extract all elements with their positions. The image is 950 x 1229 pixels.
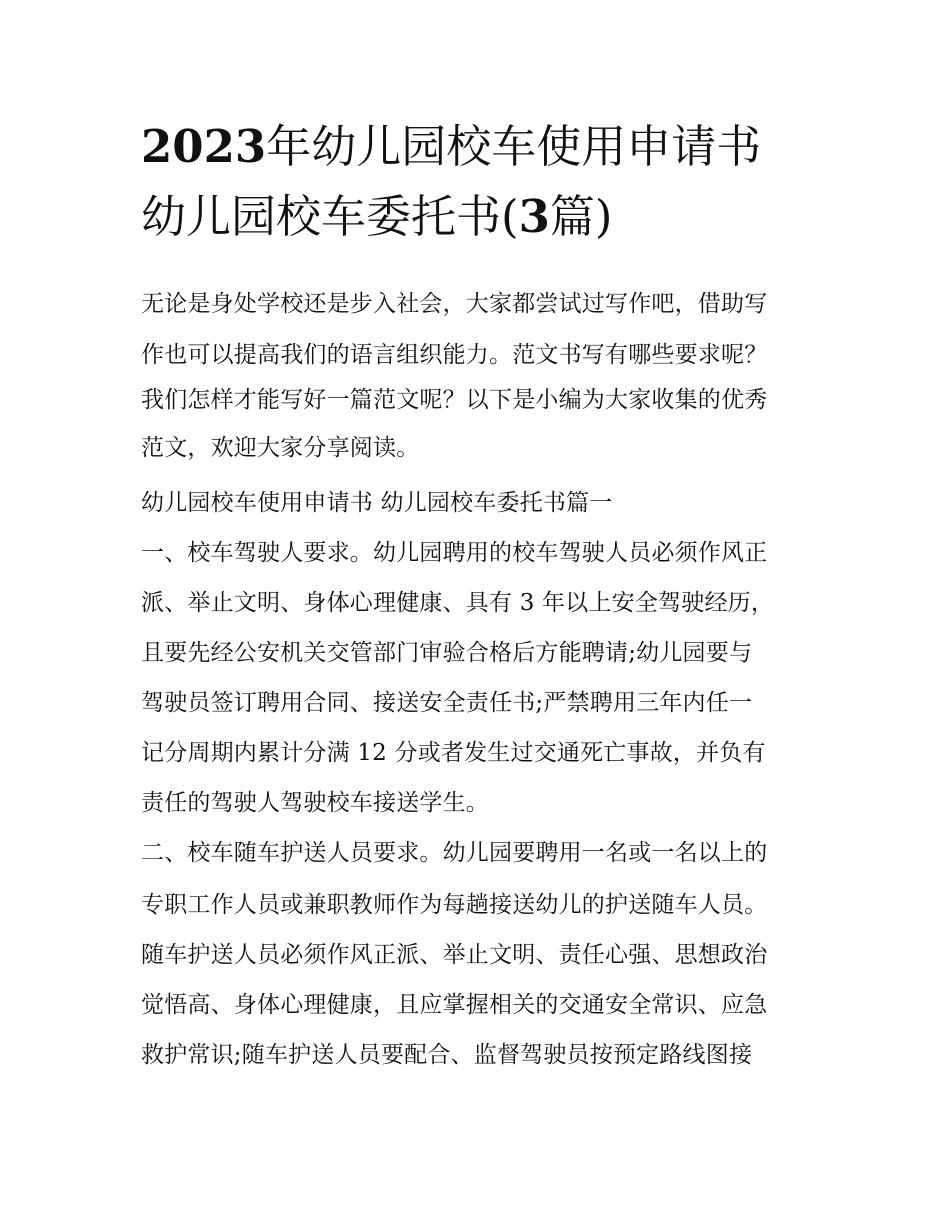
body-line: 二、校车随车护送人员要求。幼儿园要聘用一名或一名以上的 (141, 840, 768, 866)
title-line-2-end: 篇) (549, 190, 613, 243)
body-line: 我们怎样才能写好一篇范文呢？以下是小编为大家收集的优秀 (141, 387, 768, 413)
title-line-1 (141, 112, 813, 182)
title-year: 2023 (141, 120, 267, 173)
body-line: 作也可以提高我们的语言组织能力。范文书写有哪些要求呢？ (141, 342, 768, 368)
body-line: 责任的驾驶人驾驶校车接送学生。 (141, 790, 489, 816)
body-line: 救护常识;随车护送人员要配合、监督驾驶员按预定路线图接 (141, 1042, 753, 1068)
body-line: 范文，欢迎大家分享阅读。 (141, 435, 420, 461)
body-line: 驾驶员签订聘用合同、接送安全责任书;严禁聘用三年内任一 (141, 690, 753, 716)
title-line-2-text: 幼儿园校车委托书( (141, 190, 519, 243)
body-line: 无论是身处学校还是步入社会，大家都尝试过写作吧，借助写 (141, 291, 768, 317)
body-line: 记分周期内累计分满 12 分或者发生过交通死亡事故，并负有 (141, 740, 766, 766)
section-heading: 幼儿园校车使用申请书 幼儿园校车委托书篇一 (141, 490, 613, 516)
document-title (141, 112, 813, 252)
title-count: 3 (518, 190, 550, 243)
body-line: 随车护送人员必须作风正派、举止文明、责任心强、思想政治 (141, 942, 768, 968)
body-line: 派、举止文明、身体心理健康、具有 3 年以上安全驾驶经历， (141, 590, 775, 616)
body-line: 一、校车驾驶人要求。幼儿园聘用的校车驾驶人员必须作风正 (141, 540, 768, 566)
body-line: 觉悟高、身体心理健康，且应掌握相关的交通安全常识、应急 (141, 992, 768, 1018)
title-line-2 (141, 182, 813, 252)
title-line-1-text: 年幼儿园校车使用申请书 (266, 120, 762, 173)
body-line: 专职工作人员或兼职教师作为每趟接送幼儿的护送随车人员。 (141, 892, 768, 918)
body-line: 且要先经公安机关交管部门审验合格后方能聘请;幼儿园要与 (141, 640, 753, 666)
